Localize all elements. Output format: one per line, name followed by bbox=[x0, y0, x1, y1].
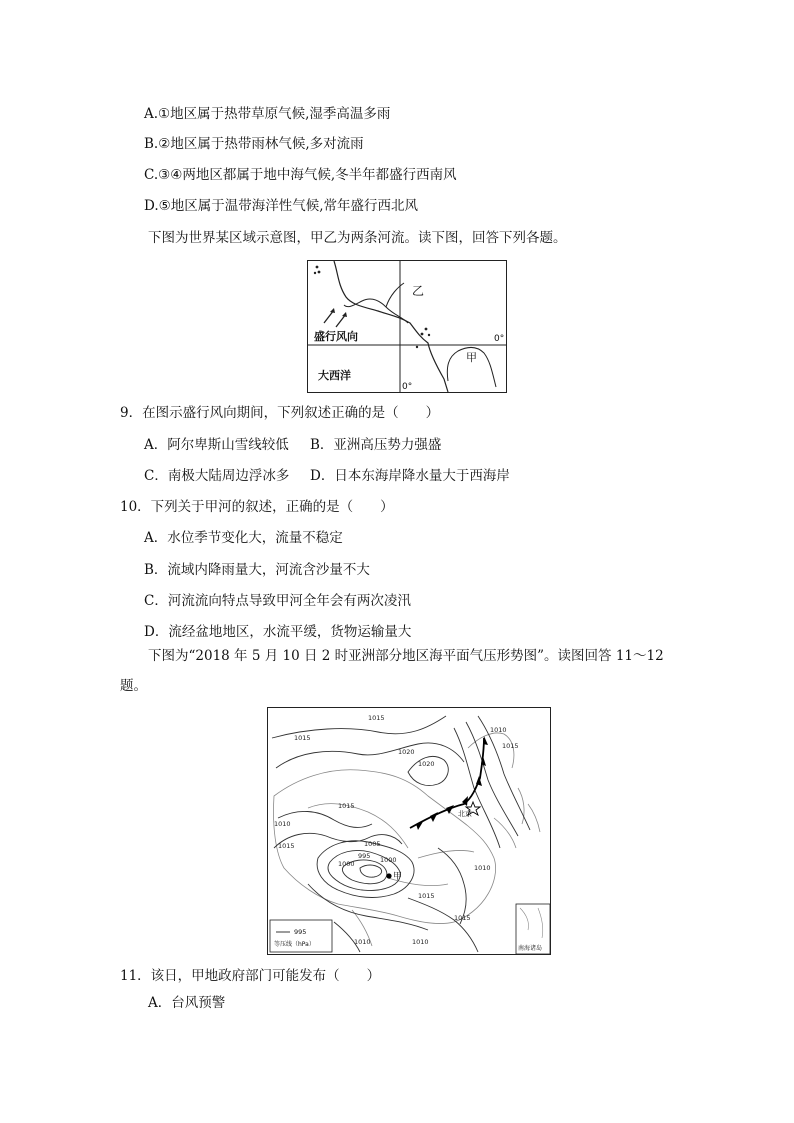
isobar-label: 1005 bbox=[364, 840, 381, 848]
isobar-labels bbox=[274, 714, 519, 946]
isobar-label: 1015 bbox=[278, 842, 295, 850]
q10-option-b: B．流域内降雨量大，河流含沙量不大 bbox=[144, 562, 370, 578]
label-zero-lat: 0° bbox=[494, 334, 505, 344]
figure1-intro: 下图为世界某区域示意图，甲乙为两条河流。读下图，回答下列各题。 bbox=[148, 230, 567, 246]
isobar-label: 1015 bbox=[338, 802, 355, 810]
label-yi: 乙 bbox=[412, 284, 425, 298]
isobar-label: 1015 bbox=[418, 892, 435, 900]
q9-option-a: A．阿尔卑斯山雪线较低 bbox=[144, 437, 289, 453]
q10-option-d: D．流经盆地地区，水流平缓，货物运输量大 bbox=[144, 624, 412, 640]
island-dot bbox=[428, 334, 430, 336]
q8-option-d: D.⑤地区属于温带海洋性气候,常年盛行西北风 bbox=[144, 198, 419, 214]
world-region-map bbox=[307, 260, 507, 393]
south-sea-inset bbox=[516, 904, 550, 954]
island-dot bbox=[314, 272, 316, 274]
isobar-label: 1010 bbox=[412, 938, 429, 946]
isobar-label: 1015 bbox=[454, 914, 471, 922]
pressure-map-svg bbox=[268, 708, 550, 954]
label-atlantic: 大西洋 bbox=[318, 369, 351, 382]
isobar-label: 1000 bbox=[380, 856, 397, 864]
q11-option-a: A．台风预警 bbox=[148, 995, 226, 1011]
island-dot bbox=[425, 328, 428, 331]
isobar-label: 1020 bbox=[418, 760, 435, 768]
legend bbox=[270, 920, 332, 952]
isobar-label: 1020 bbox=[398, 748, 415, 756]
label-beijing: 北京 bbox=[458, 810, 472, 818]
q8-option-a: A.①地区属于热带草原气候,湿季高温多雨 bbox=[144, 106, 391, 122]
island-dot bbox=[318, 271, 321, 274]
q9-option-b: B．亚洲高压势力强盛 bbox=[310, 437, 442, 453]
isobar-label: 1015 bbox=[368, 714, 385, 722]
figure2-intro: 下图为“2018 年 5 月 10 日 2 时亚洲部分地区海平面气压形势图”。读图回答 11～12 bbox=[148, 648, 664, 664]
island-dot bbox=[416, 346, 418, 348]
label-prevailing-wind: 盛行风向 bbox=[314, 330, 358, 343]
isobar-label: 1010 bbox=[490, 726, 507, 734]
wind-arrow-icon bbox=[324, 308, 347, 327]
island-dot bbox=[421, 333, 424, 336]
q10-stem: 10．下列关于甲河的叙述，正确的是（ ） bbox=[120, 499, 394, 515]
isobar-label: 995 bbox=[358, 852, 371, 860]
label-point-jia: 甲 bbox=[393, 872, 403, 882]
isobar-label: 1015 bbox=[294, 734, 311, 742]
q8-option-c: C.③④两地区都属于地中海气候,冬半年都盛行西南风 bbox=[144, 167, 457, 183]
legend-label: 等压线（hPa） bbox=[274, 941, 315, 948]
legend-value: 995 bbox=[294, 928, 307, 936]
q10-option-c: C．河流流向特点导致甲河全年会有两次凌汛 bbox=[144, 593, 411, 609]
world-region-map-svg bbox=[308, 261, 506, 392]
label-jia: 甲 bbox=[466, 351, 477, 364]
inset-label: 南海诸岛 bbox=[518, 945, 543, 952]
label-zero-lon: 0° bbox=[402, 382, 413, 392]
isobar-label: 1010 bbox=[354, 938, 371, 946]
cold-front bbox=[410, 736, 488, 830]
q10-option-a: A．水位季节变化大，流量不稳定 bbox=[144, 530, 343, 546]
isobar-label: 1000 bbox=[338, 860, 355, 868]
q9-option-d: D．日本东海岸降水量大于西海岸 bbox=[310, 468, 510, 484]
figure2-intro-cont: 题。 bbox=[120, 678, 147, 694]
q8-option-b: B.②地区属于热带雨林气候,多对流雨 bbox=[144, 136, 364, 152]
q9-stem: 9．在图示盛行风向期间，下列叙述正确的是（ ） bbox=[120, 405, 440, 421]
q9-option-c: C．南极大陆周边浮冰多 bbox=[144, 468, 290, 484]
river-yi-branch bbox=[386, 283, 404, 307]
q11-stem: 11．该日，甲地政府部门可能发布（ ） bbox=[120, 968, 381, 984]
island-dot bbox=[316, 266, 319, 269]
isobar-label: 1015 bbox=[502, 742, 519, 750]
country-borders bbox=[273, 733, 540, 946]
isobar-label: 1010 bbox=[474, 864, 491, 872]
pressure-map bbox=[267, 707, 551, 955]
point-jia-dot bbox=[386, 873, 391, 878]
isobar-label: 1010 bbox=[274, 820, 291, 828]
coastline bbox=[334, 261, 448, 392]
